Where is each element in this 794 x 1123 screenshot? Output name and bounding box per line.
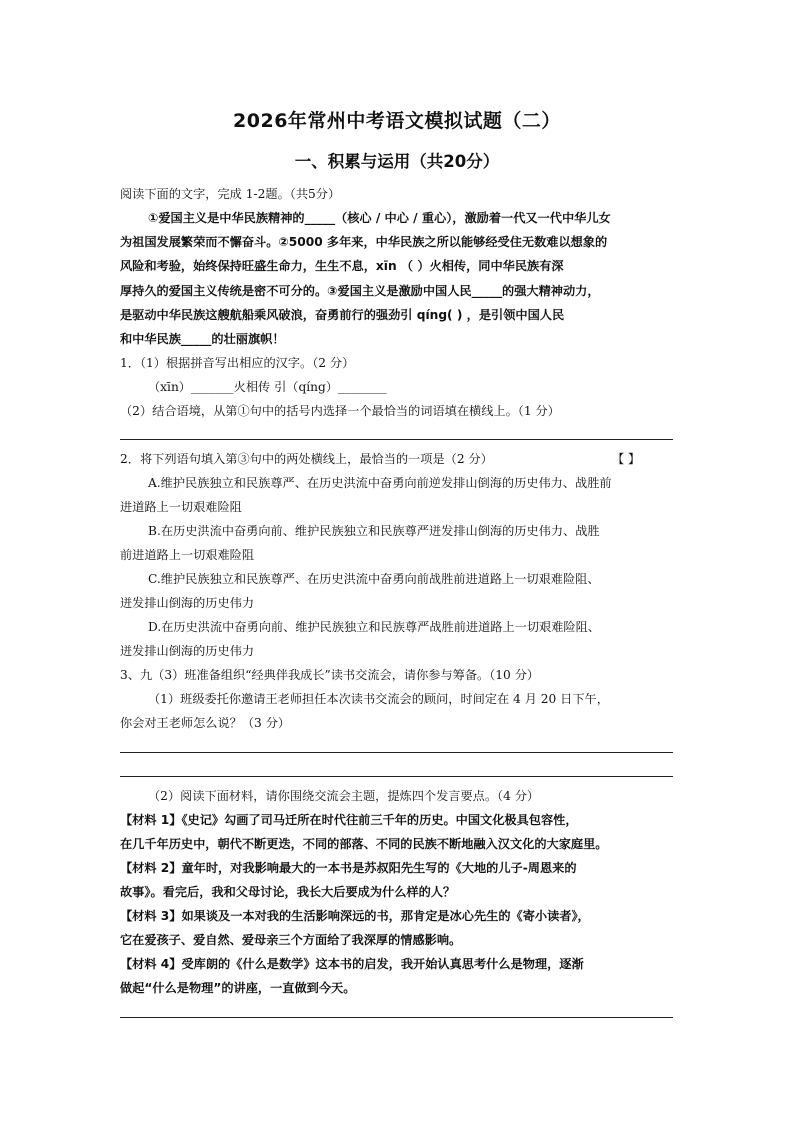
passage-line: 是驱动中华民族这艘航船乘风破浪，奋勇前行的强劲引 qíng( ) ，是引领中国人民 [120,308,565,322]
option-c-line2: 迸发排山倒海的历史伟力 [120,596,255,610]
option-b-line1: B.在历史洪流中奋勇向前、维护民族独立和民族尊严迸发排山倒海的历史伟力、战胜 [148,524,600,538]
passage-line: 为祖国发展繁荣而不懈奋斗。②5000 多年来，中华民族之所以能够经受住无数难以想象的 [120,235,608,249]
question-1-stem: 1．（1）根据拼音写出相应的汉字。（2 分） [120,356,355,370]
passage-line: 风险和考验，始终保持旺盛生命力，生生不息，xīn （ ）火相传，同中华民族有深 [120,259,564,273]
material-2-line2: 故事》。看完后，我和父母讨论，我长大后要成为什么样的人？ [120,885,456,899]
question-1-pinyin-line: （xīn）_______火相传 引（qíng）________ [148,380,387,394]
material-2-line1: 【材料 2】童年时，对我影响最大的一本书是苏叔阳先生写的《大地的儿子-周恩来的 [120,861,577,875]
section-title: 一、积累与运用（共20分） [294,152,500,171]
option-b-line2: 前进道路上一切艰难险阻 [120,548,255,562]
material-3-line1: 【材料 3】如果谈及一本对我的生活影响深远的书，那肯定是冰心先生的《寄小读者》， [120,909,590,923]
question-1-part2: （2）结合语境，从第①句中的括号内选择一个最恰当的词语填在横线上。（1 分） [120,404,560,418]
answer-bracket[interactable]: 【 】 [612,452,641,466]
passage-line: ①爱国主义是中华民族精神的_____（核心 / 中心 / 重心），激励着一代又一代中华儿女 [148,211,611,225]
page-title: 2026年常州中考语文模拟试题（二） [233,110,561,132]
passage-line: 和中华民族_____的壮丽旗帜！ [120,332,285,346]
question-3-part1-line2: 你会对王老师怎么说？（3 分） [120,716,291,730]
question-3-part1-line1: （1）班级委托你邀请王老师担任本次读书交流会的顾问，时间定在 4 月 20 日下午， [148,692,609,706]
answer-line[interactable] [120,752,673,753]
option-a-line1: A.维护民族独立和民族尊严、在历史洪流中奋勇向前逆发排山倒海的历史伟力、战胜前 [148,476,612,490]
question-2-stem: 2．将下列语句填入第③句中的两处横线上，最恰当的一项是（2 分） [120,452,493,466]
answer-line[interactable] [120,776,673,777]
option-d-line1: D.在历史洪流中奋勇向前、维护民族独立和民族尊严战胜前进道路上一切艰难险阻、 [148,620,600,634]
material-4-line2: 做起“什么是物理”的讲座，一直做到今天。 [120,981,356,995]
answer-line[interactable] [120,1017,673,1018]
material-1-line2: 在几千年历史中，朝代不断更迭，不同的部落、不同的民族不断地融入汉文化的大家庭里。 [120,837,608,851]
option-a-line2: 进道路上一切艰难险阻 [120,500,242,514]
material-1-line1: 【材料 1】《史记》勾画了司马迁所在时代往前三千年的历史。中国文化极具包容性， [120,813,578,827]
question-3-part2: （2）阅读下面材料，请你围绕交流会主题，提炼四个发言要点。（4 分） [148,789,540,803]
passage-line: 厚持久的爱国主义传统是密不可分的。③爱国主义是激励中国人民_____的强大精神动力， [120,284,600,298]
option-c-line1: C.维护民族独立和民族尊严、在历史洪流中奋勇向前战胜前进道路上一切艰难险阻、 [148,572,600,586]
answer-line[interactable] [120,439,673,440]
question-3-stem: 3、九（3）班准备组织“经典伴我成长”读书交流会，请你参与筹备。（10 分） [120,668,540,682]
reading-intro: 阅读下面的文字，完成 1-2题。（共5分） [120,187,341,201]
option-d-line2: 迸发排山倒海的历史伟力 [120,644,255,658]
material-4-line1: 【材料 4】受库朗的《什么是数学》这本书的启发，我开始认真思考什么是物理，逐渐 [120,957,584,971]
material-3-line2: 它在爱孩子、爱自然、爱母亲三个方面给了我深厚的情感影响。 [120,933,462,947]
